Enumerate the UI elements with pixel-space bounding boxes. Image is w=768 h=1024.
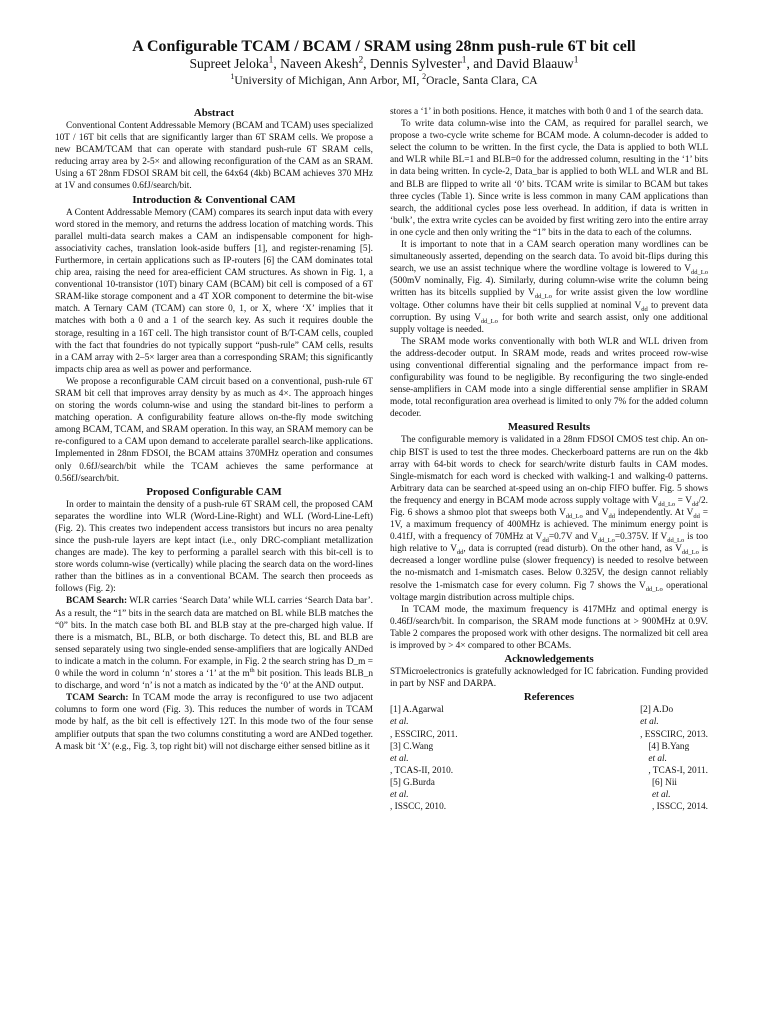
write-scheme-paragraph: To write data column-wise into the CAM, as required for parallel search, we propose a two-cycle write scheme for BCAM mode. A column-decoder is added to select the column to be written. In the first cycle, the Data is applied to both WLL and WLR while BL=1 and BLB=0 for the addressed column, resulting in the ‘1’ bits in data being written. In cycle-2, Data_bar is applied to both WLL and WLR and BL and BLB are flipped to write all ‘0’ bits. TCAM write is similar to BCAM but takes three cycles (Table 1). Since write is less common in many CAM applications than search, the additional cycles pose less overhead. In addition, if data is written in ‘bulk’, the extra write cycles can be avoided by first writing zero into the entire array in one cycle and then only writing the “1” bits in the data to each of the columns.: [390, 119, 708, 238]
bcam-search-paragraph: BCAM Search: WLR carries ‘Search Data’ while WLL carries ‘Search Data bar’. As a result, the “1” bits in the search data are matched on BL while BLB matches the “0” bits. In the match case both BL and BLB stay at the pre-charged high value. If there is a mismatch, BL, BLB, or both discharge. To detect this, BL and BLB are sensed separately using two single-ended sense-amplifiers that are logically ANDed to indicate a match in the column. For example, in Fig. 2 the search string has D_m = 0 while the word in column ‘n’ stores a ‘1’ at the $m^{th}$ bit position. This leads BLB_n to discharge, and word ‘n’ is not a match as indicated by the ‘0’ at the AND output.: [55, 596, 374, 692]
reference-item: [5] G.Burda et al. , ISSCC, 2010.: [390, 777, 447, 813]
tcam-search-lead: TCAM Search:: [66, 693, 129, 704]
results-paragraph-1: The configurable memory is validated in a 28nm FDSOI CMOS test chip. An on-chip BIST is used to test the three modes. Checkerboard patterns are run on the 4kb array with 64-bit words to check for search/write disturb faults in CAM modes. Single-mismatch for each word is checked with walking-1 and walking-0 patterns. Arbitrary data can be searched at-speed using an on-chip FIFO buffer. Fig. 5 shows the frequency and energy in BCAM mode across supply voltage with $V_{dd\_Lo} = V_{dd}/2$. Fig. 6 shows a shmoo plot that sweeps both $V_{dd\_Lo}$ and $V_{dd}$ independently. At $V_{dd} = 1V$, a maximum frequency of 400MHz is achieved. The minimum energy point is 0.41fJ, with a frequency of 70MHz at $V_{dd}=0.7V$ and $V_{dd\_Lo}=0.375V$. If $V_{dd\_Lo}$ is too high relative to $V_{dd}$, data is corrupted (read disturb). On the other hand, as $V_{dd\_Lo}$ is decreased a longer wordline pulse (slower frequency) is needed to resolve between the no-mismatch and 1-mismatch cases. Below 0.325V, the design cannot reliably resolve the 1-mismatch case for every column. Fig 7 shows the $V_{dd\_Lo}$ operational voltage margin distribution across multiple chips.: [390, 435, 709, 603]
intro-heading: Introduction & Conventional CAM: [132, 193, 296, 206]
reference-item: [4] B.Yang et al. , TCAS-I, 2011.: [648, 741, 708, 776]
acknowledgements-text: STMicroelectronics is gratefully acknowledged for IC fabrication. Funding provided in part by NSF and DARPA.: [390, 667, 708, 690]
author-list: Supreet Jeloka$^1$, Naveen Akesh$^2$, Dennis Sylvester$^1$, and David Blaauw$^1$: [189, 55, 579, 71]
proposed-paragraph-1: In order to maintain the density of a push-rule 6T SRAM cell, the proposed CAM separates the wordline into WLR (Word-Line-Right) and WLL (Word-Line-Left) (Fig. 2). This creates two independent access transistors but incurs no area penalty since the push-rule layers are kept intact (i.e., only DRC-compliant metallization changes are made). The key to performing a parallel search with this bit-cell is to store words column-wise (vertically) while placing the search data on the word-lines rather than the bitlines as in a conventional BCAM. The search then proceeds as follows (Fig. 2):: [55, 499, 373, 595]
reference-list: [390, 704, 708, 813]
references-heading: References: [523, 691, 575, 704]
reference-item: [2] A.Do et al. , ESSCIRC, 2013.: [640, 705, 708, 740]
reference-item: [3] C.Wang et al. , TCAS-II, 2010.: [390, 741, 454, 776]
reference-item: [6] Nii et al. , ISSCC, 2014.: [651, 777, 708, 813]
left-column: [55, 106, 373, 753]
author-name: Dennis Sylvester: [369, 56, 462, 71]
affiliation-oracle: Oracle, Santa Clara, CA: [426, 75, 538, 87]
author-name: Naveen Akesh: [280, 56, 359, 71]
assist-paragraph: It is important to note that in a CAM search operation many wordlines can be simultaneously asserted, depending on the search data. To avoid bit-flips during this search, we use an assist technique where the wordline voltage is lowered to $V_{dd\_Lo}$ (500mV nominally, Fig. 4). Similarly, during column-wise write the column being written has its bitcells supplied by $V_{dd\_Lo}$ for write assist given the low wordline voltage. Other columns have their bit cells supplied at nominal $V_{dd}$ to prevent data corruption. By using $V_{dd\_Lo}$ for both write and search assist, only one additional supply voltage is needed.: [390, 240, 708, 335]
affiliations: $^1$University of Michigan, Ann Arbor, MI, $^2$Oracle, Santa Clara, CA: [230, 72, 538, 87]
author-name: Supreet Jeloka: [189, 56, 269, 71]
reference-row: [390, 777, 708, 813]
reference-row: [390, 741, 708, 777]
paper-title: A Configurable TCAM / BCAM / SRAM using 28nm push-rule 6T bit cell: [132, 38, 636, 55]
results-paragraph-2: In TCAM mode, the maximum frequency is 417MHz and optimal energy is 0.46fJ/search/bit. In comparison, the SRAM mode functions at > 900MHz at 0.9V. Table 2 compares the proposed work with other designs. The normalized bit cell area is improved by > 4× compared to other BCAMs.: [390, 604, 708, 652]
bcam-search-lead: BCAM Search:: [66, 596, 128, 607]
abstract-text: Conventional Content Addressable Memory (BCAM and TCAM) uses specialized 10T / 16T bit cells that are significantly larger than 6T SRAM cells. We propose a new BCAM/TCAM that can operate with standard push-rule 6T SRAM cells, reducing array area by 2-5× and allowing reconfiguration of the CAM as an SRAM. Using a 6T 28nm FDSOI SRAM bit cell, the 64x64 (4kb) BCAM achieves 370 MHz at 1V and consumes 0.6fJ/search/bit.: [55, 121, 373, 192]
right-column: [390, 106, 708, 813]
affiliation-michigan: University of Michigan, Ann Arbor, MI,: [234, 75, 420, 87]
tcam-continued-paragraph: stores a ‘1’ in both positions. Hence, it matches with both 0 and 1 of the search data.: [390, 107, 704, 117]
author-affiliation-mark: 1: [461, 55, 467, 66]
author-name: David Blaauw: [496, 56, 574, 71]
author-affiliation-mark: 1: [573, 55, 579, 66]
author-affiliation-mark: 2: [358, 55, 364, 66]
results-heading: Measured Results: [507, 421, 591, 434]
intro-paragraph-2: We propose a reconfigurable CAM circuit based on a conventional, push-rule 6T SRAM bit cell that improves array density by as much as 4×. The approach hinges on storing the words column-wise and using the standard bit-lines to perform a matching operation. A configurability feature allows on-the-fly mode switching among BCAM, TCAM, and SRAM operation. In this way, an SRAM memory can be re-configured to a CAM upon demand to accelerate parallel search-like applications. Implemented in 28nm FDSOI, the BCAM attains 370MHz operation and consumes only 0.6fJ/search/bit while the TCAM achieves the same performance at 0.56fJ/search/bit.: [55, 376, 373, 484]
sram-mode-paragraph: The SRAM mode works conventionally with both WLR and WLL driven from the address-decoder output. In SRAM mode, reads and writes proceed row-wise using conventional differential signaling and the performance impact from re-configurability was found to be negligible. By reconfiguring the two single-ended sense-amplifiers in CAM mode into a single differential sense amplifier in SRAM mode, total reconfiguration area overhead is limited to only 7% for the added column decoder.: [390, 336, 708, 420]
abstract-heading: Abstract: [193, 107, 235, 119]
tcam-search-paragraph: TCAM Search: In TCAM mode the array is reconfigured to use two adjacent columns to form one word (Fig. 3). This reduces the number of words in TCAM mode by half, as the bit cell is effectively 12T. In this mode two of the four sense amplifier outputs that span the two columns constituting a word are ANDed together. A mask bit ‘X’ (e.g., Fig. 3, top right bit) will not discharge either sensed bitline as it: [55, 693, 374, 752]
intro-paragraph-1: A Content Addressable Memory (CAM) compares its search input data with every word stored in the memory, and returns the address location of matching words. This parallel multi-data search makes a CAM an indispensable component for high-associativity caches, translation look-aside buffers [1], and register-renaming [5]. Furthermore, in certain applications such as IP-routers [6] the CAM dominates total chip area, raising the need for area-efficient CAM structures. As shown in Fig. 1, a conventional 10-transistor (10T) binary CAM (BCAM) bit cell is composed of a 6T SRAM-like storage component and a 4T XOR component to determine the bit-wise match. A Ternary CAM (TCAM) can store 0, 1, or X, where ‘X’ implies that it matches with both a 0 and a 1 of the search key. As such it requires double the storage, resulting in a 16T cell. The high transistor count of B/T-CAM cells, coupled with the fact that foundries do not typically support “push-rule” CAM cells, results in a CAM array with 2–5× larger area than a corresponding SRAM; this significantly impacts chip area as well as power and performance.: [55, 207, 373, 375]
reference-row: [390, 704, 708, 740]
acknowledgements-heading: Acknowledgements: [504, 653, 594, 666]
proposed-heading: Proposed Configurable CAM: [146, 485, 282, 498]
reference-item: [1] A.Agarwal et al. , ESSCIRC, 2011.: [390, 705, 458, 740]
author-affiliation-mark: 1: [268, 55, 274, 66]
